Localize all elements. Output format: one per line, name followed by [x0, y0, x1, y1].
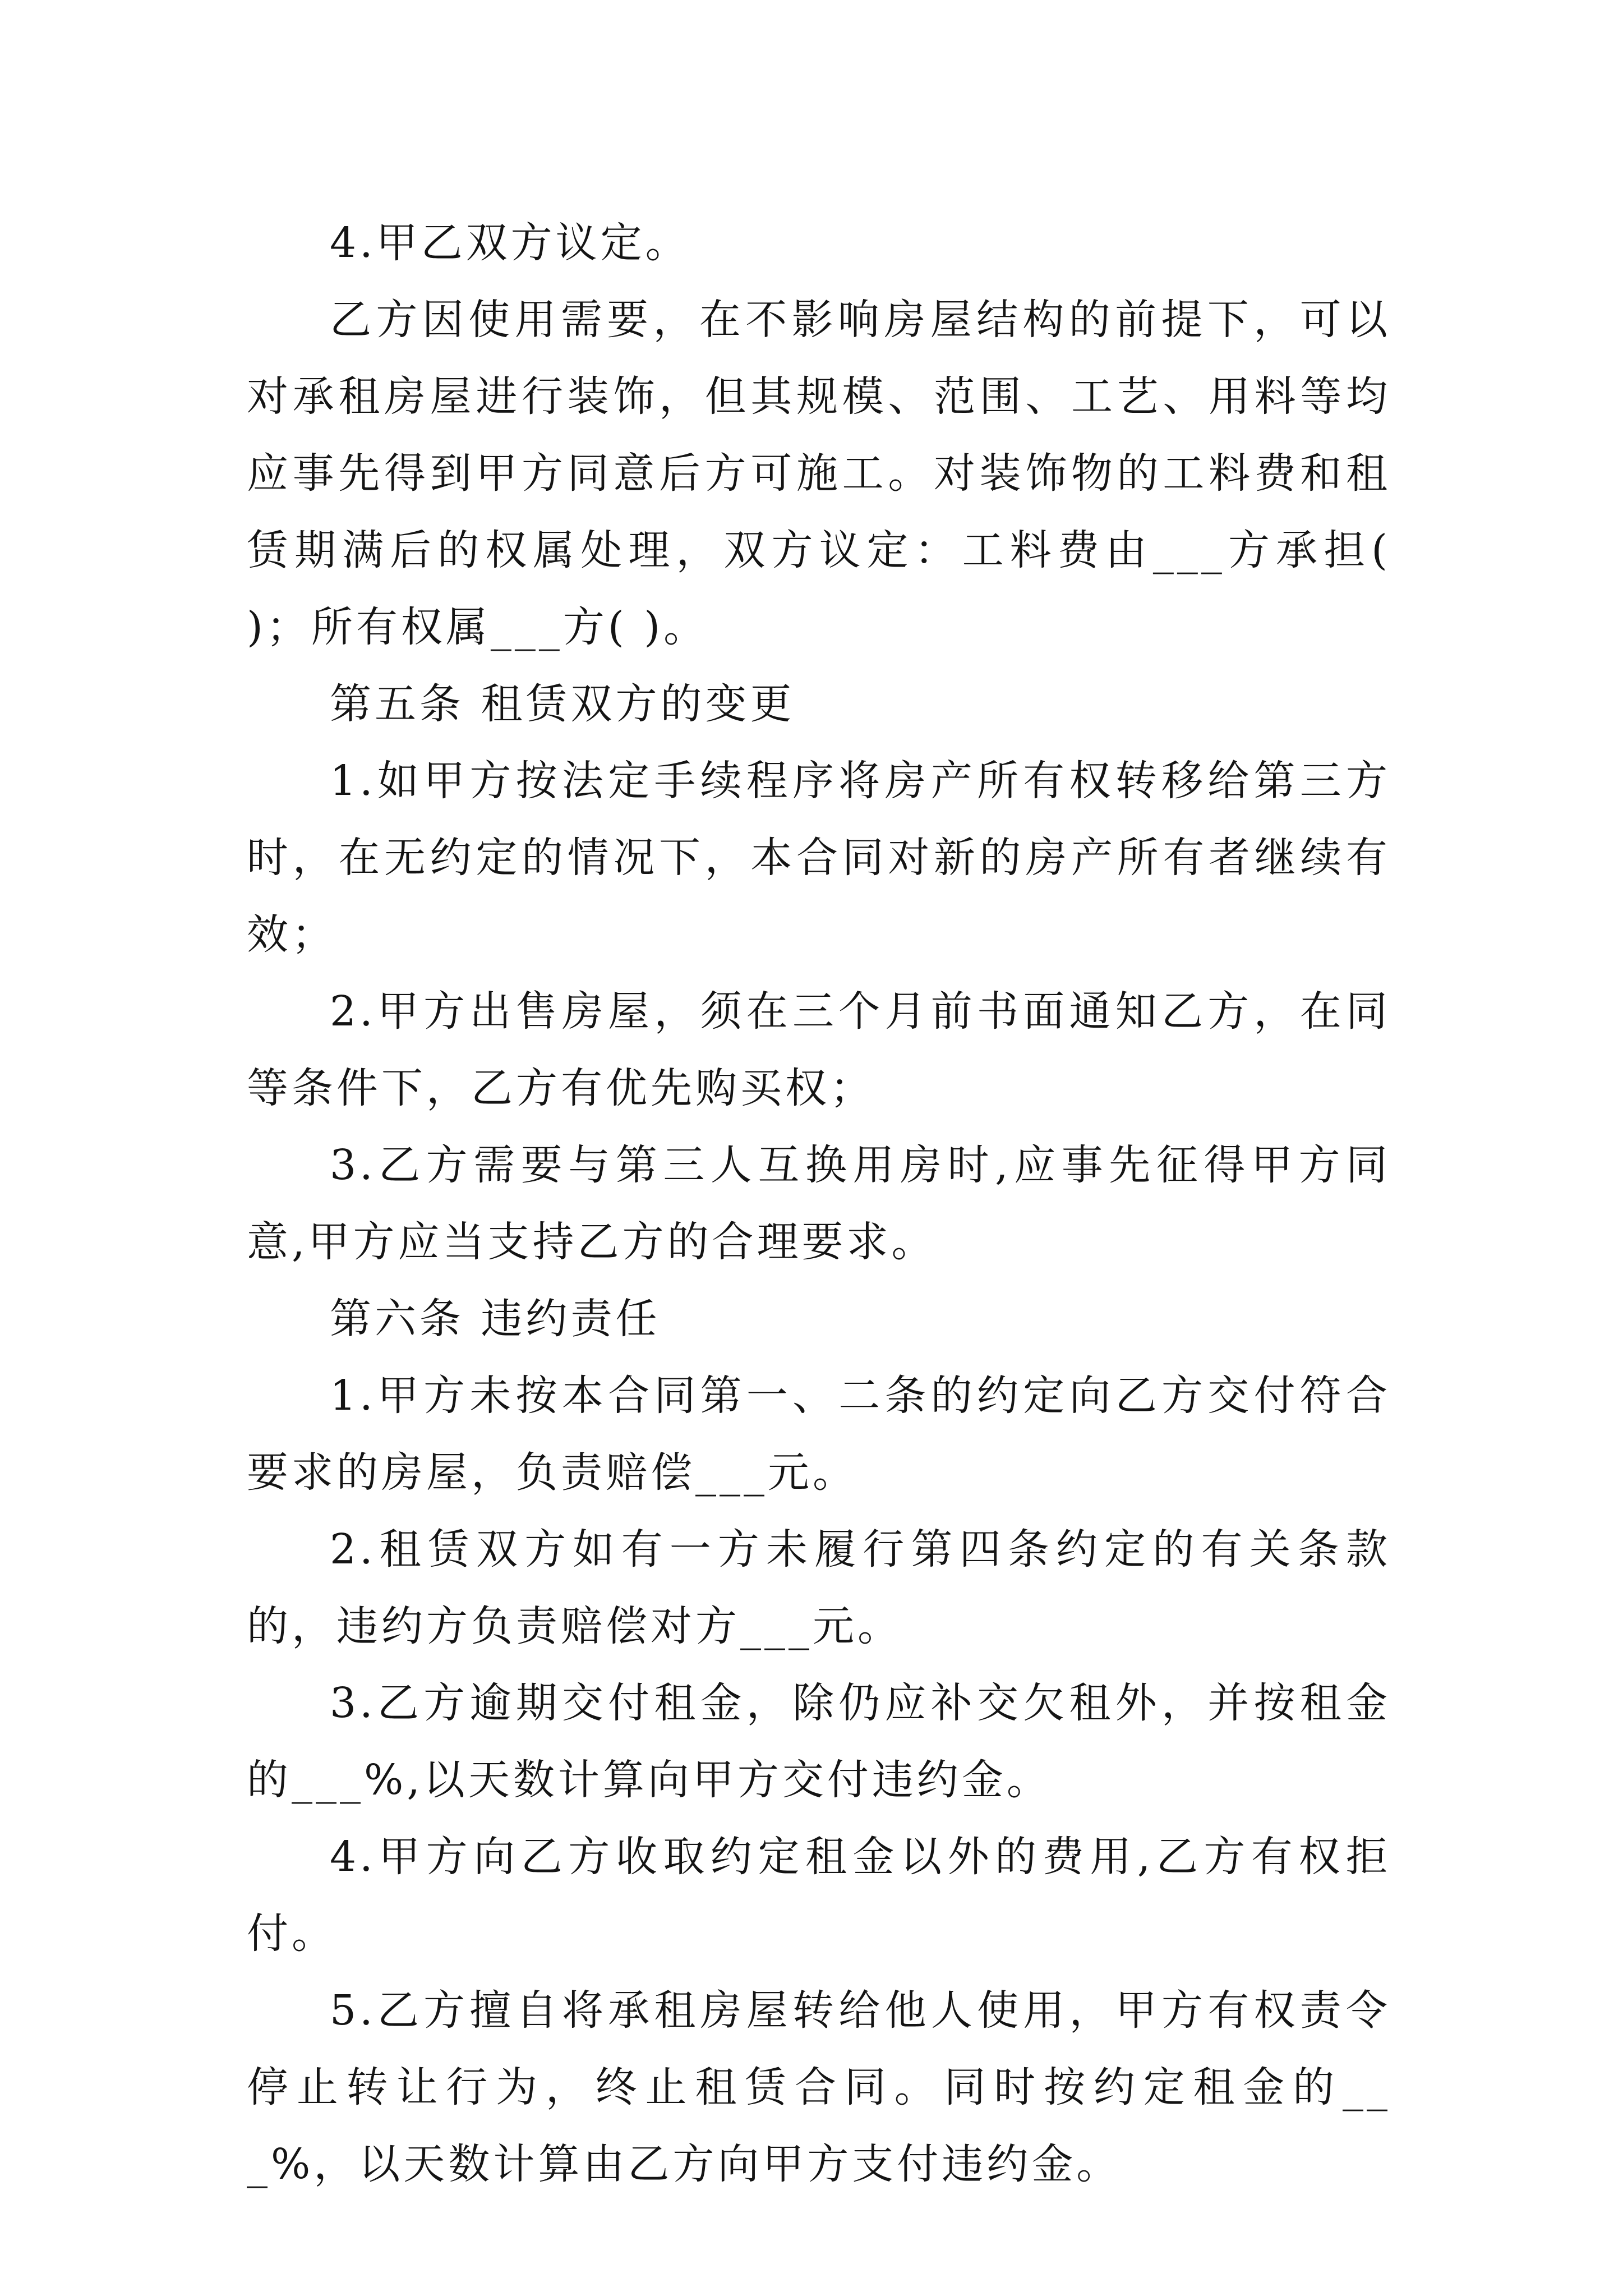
- paragraph-5-3: 3.乙方需要与第三人互换用房时,应事先征得甲方同意,甲方应当支持乙方的合理要求。: [247, 1141, 1391, 1266]
- section-heading-article-6: 第六条 违约责任: [330, 1295, 661, 1343]
- section-heading-article-5: 第五条 租赁双方的变更: [330, 680, 795, 728]
- paragraph-6-3: 3.乙方逾期交付租金，除仍应补交欠租外，并按租金的___%,以天数计算向甲方交付违约金。: [247, 1679, 1391, 1804]
- paragraph-6-4: 4.甲方向乙方收取约定租金以外的费用,乙方有权拒付。: [247, 1833, 1391, 1958]
- document-body: [247, 205, 1391, 2203]
- paragraph-5-1: 1.如甲方按法定手续程序将房产所有权转移给第三方时，在无约定的情况下，本合同对新的房产所有者继续有效；: [247, 757, 1391, 959]
- paragraph-4-agreement: 4.甲乙双方议定。: [330, 219, 690, 267]
- paragraph-decoration-clause: 乙方因使用需要，在不影响房屋结构的前提下，可以对承租房屋进行装饰，但其规模、范围、工艺、用料等均应事先得到甲方同意后方可施工。对装饰物的工料费和租赁期满后的权属处理，双方议定：工料费由___方承担( )；所有权属___方( )。: [247, 296, 1391, 651]
- paragraph-6-5: 5.乙方擅自将承租房屋转给他人使用，甲方有权责令停止转让行为，终止租赁合同。同时按约定租金的___%，以天数计算由乙方向甲方支付违约金。: [247, 1986, 1391, 2188]
- paragraph-6-1: 1.甲方未按本合同第一、二条的约定向乙方交付符合要求的房屋，负责赔偿___元。: [247, 1372, 1391, 1497]
- paragraph-5-2: 2.甲方出售房屋，须在三个月前书面通知乙方，在同等条件下，乙方有优先购买权；: [247, 987, 1391, 1112]
- paragraph-6-2: 2.租赁双方如有一方未履行第四条约定的有关条款的，违约方负责赔偿对方___元。: [247, 1525, 1391, 1650]
